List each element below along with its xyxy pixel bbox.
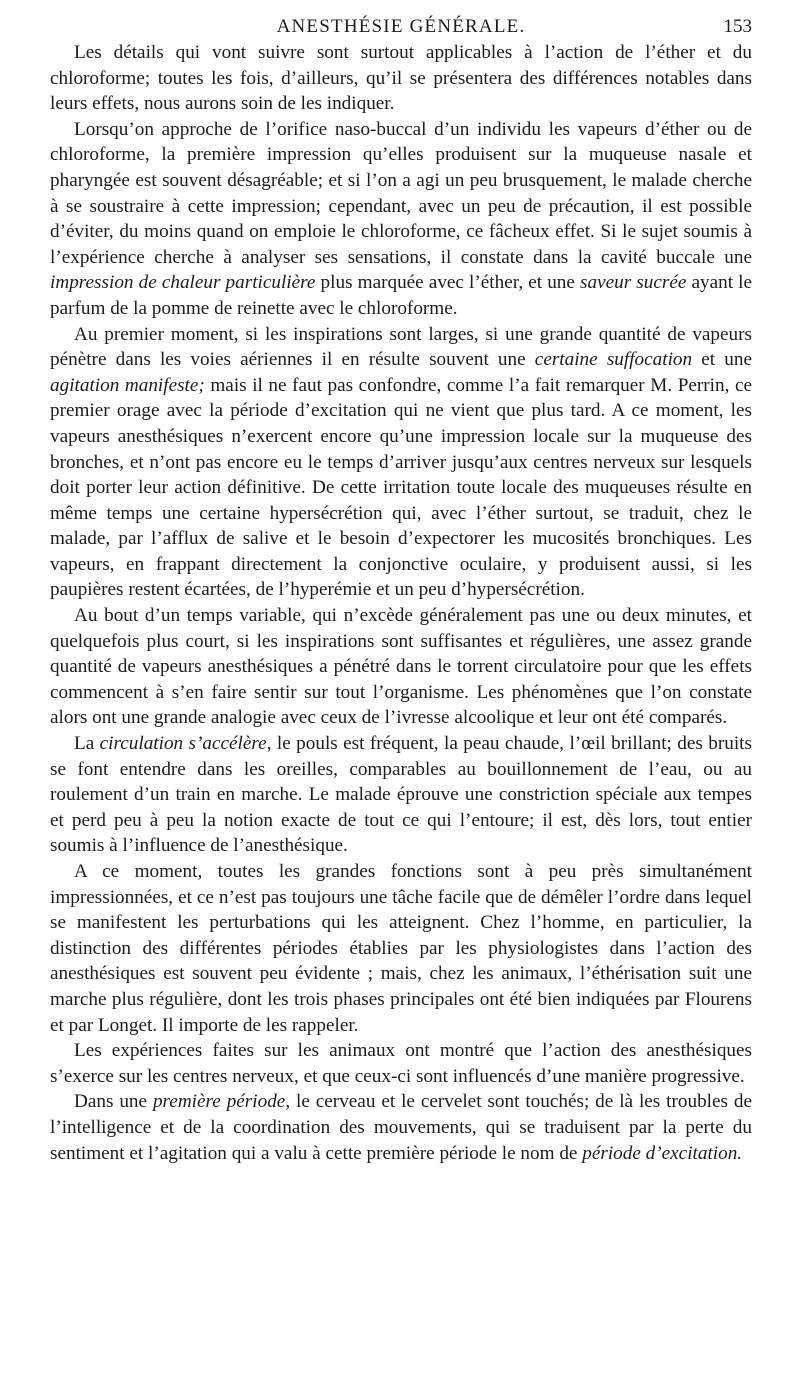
text-run: Au bout d’un temps variable, qui n’excède généralement pas une ou deux minutes, et quelquefois plus court, si les inspirations sont suffisantes et régulières, une assez grande quantité de vapeurs anesthésiques a pénétré dans le torrent circulatoire pour que les effets commencent à s’en faire sentir sur tout l’organisme. Les phénomènes que l’on constate alors ont une grande analogie avec ceux de l’ivresse alcoolique et leur ont été comparés. [50,605,752,729]
italic-phrase: période d’excitation. [582,1142,743,1164]
text-run: ayant le parfum de la pomme de reinette avec le chloroforme. [50,272,752,319]
text-run: La [74,733,100,755]
paragraph-7 [50,1038,752,1089]
text-run: Les expériences faites sur les animaux ont montré que l’action des anesthésiques s’exerce sur les centres nerveux, et que ceux-ci sont influencés d’une manière progressive. [50,1040,752,1087]
text-run: et une [692,349,752,371]
text-run: , le pouls est fréquent, la peau chaude, l’œil brillant; des bruits se font entendre dans les oreilles, comparables au bouillonnement de l’eau, ou au roulement d’un train en marche. Le malade éprouve une constriction spéciale aux tempes et perd peu à peu la notion exacte de tout ce qui l’entoure; il est, dès lors, tout entier soumis à l’influence de l’anesthésique. [50,733,752,857]
running-title: ANESTHÉSIE GÉNÉRALE. [276,16,526,37]
paragraph-5 [50,731,752,859]
italic-phrase: impression de chaleur particulière [50,272,316,294]
text-run: Lorsqu’on approche de l’orifice naso-buccal d’un individu les vapeurs d’éther ou de chloroforme, la première impression qu’elles produisent sur la muqueuse nasale et pharyngée est souvent désagréable; et si l’on a agi un peu brusquement, le malade cherche à se soustraire à cette impression; cependant, avec un peu de précaution, il est possible d’éviter, du moins quand on emploie le chloroforme, ce fâcheux effet. Si le sujet soumis à l’expérience cherche à analyser ses sensations, il constate dans la cavité buccale une [50,118,752,268]
paragraph-4 [50,603,752,731]
paragraph-3 [50,322,752,604]
italic-phrase: saveur sucrée [580,272,687,294]
paragraph-1 [50,40,752,117]
text-run: Dans une [74,1091,153,1113]
italic-phrase: circulation s’accélère [99,733,267,755]
text-run: , le cerveau et le cervelet sont touchés; de là les troubles de l’intelligence et de la coordination des mouvements, qui se traduisent par la perte du sentiment et l’agitation qui a valu à cette première période le nom de [50,1091,752,1164]
text-run: Au premier moment, si les inspirations sont larges, si une grande quantité de vapeurs pénètre dans les voies aériennes il en résulte souvent une [50,323,752,371]
paragraph-6 [50,859,752,1038]
paragraph-8 [50,1089,752,1166]
text-run: Les détails qui vont suivre sont surtout applicables à l’action de l’éther et du chloroforme; toutes les fois, d’ailleurs, qu’il se présentera des différences notables dans leurs effets, nous aurons soin de les indiquer. [50,42,752,115]
italic-phrase: certaine suffocation [534,349,693,371]
text-run: mais il ne faut pas confondre, comme l’a fait remarquer M. Perrin, ce premier orage avec la période d’excitation qui ne vient que plus tard. A ce moment, les vapeurs anesthésiques n’exercent encore qu’une impression locale sur la muqueuse des bronches, et n’ont pas encore eu le temps d’arriver jusqu’aux centres nerveux sur lesquels doit porter leur action définitive. De cette irritation toute locale des muqueuses résulte en même temps une certaine hypersécrétion qui, avec l’éther surtout, se traduit, chez le malade, par l’afflux de salive et le besoin d’expectorer les mucosités bronchiques. Les vapeurs, en frappant directement la conjonctive oculaire, y produisent aussi, si les paupières restent écartées, de l’hyperémie et un peu d’hypersécrétion. [50,374,752,601]
text-run: A ce moment, toutes les grandes fonctions sont à peu près simultanément impressionnées, et ce n’est pas toujours une tâche facile que de démêler l’ordre dans lequel se manifestent les perturbations qui les atteignent. Chez l’homme, en particulier, la distinction des différentes périodes établies par les physiologistes dans l’action des anesthésiques est souvent peu évidente ; mais, chez les animaux, l’éthérisation suit une marche plus régulière, dont les trois phases principales ont été bien indiquées par Flourens et par Longet. Il importe de les rappeler. [50,861,752,1036]
body-text [50,40,752,1166]
text-run: plus marquée avec l’éther, et une [315,272,581,294]
paragraph-2 [50,117,752,322]
page-number: 153 [723,16,752,37]
page-header [50,14,752,42]
italic-phrase: agitation manifeste; [50,374,205,396]
italic-phrase: première période [152,1091,286,1113]
